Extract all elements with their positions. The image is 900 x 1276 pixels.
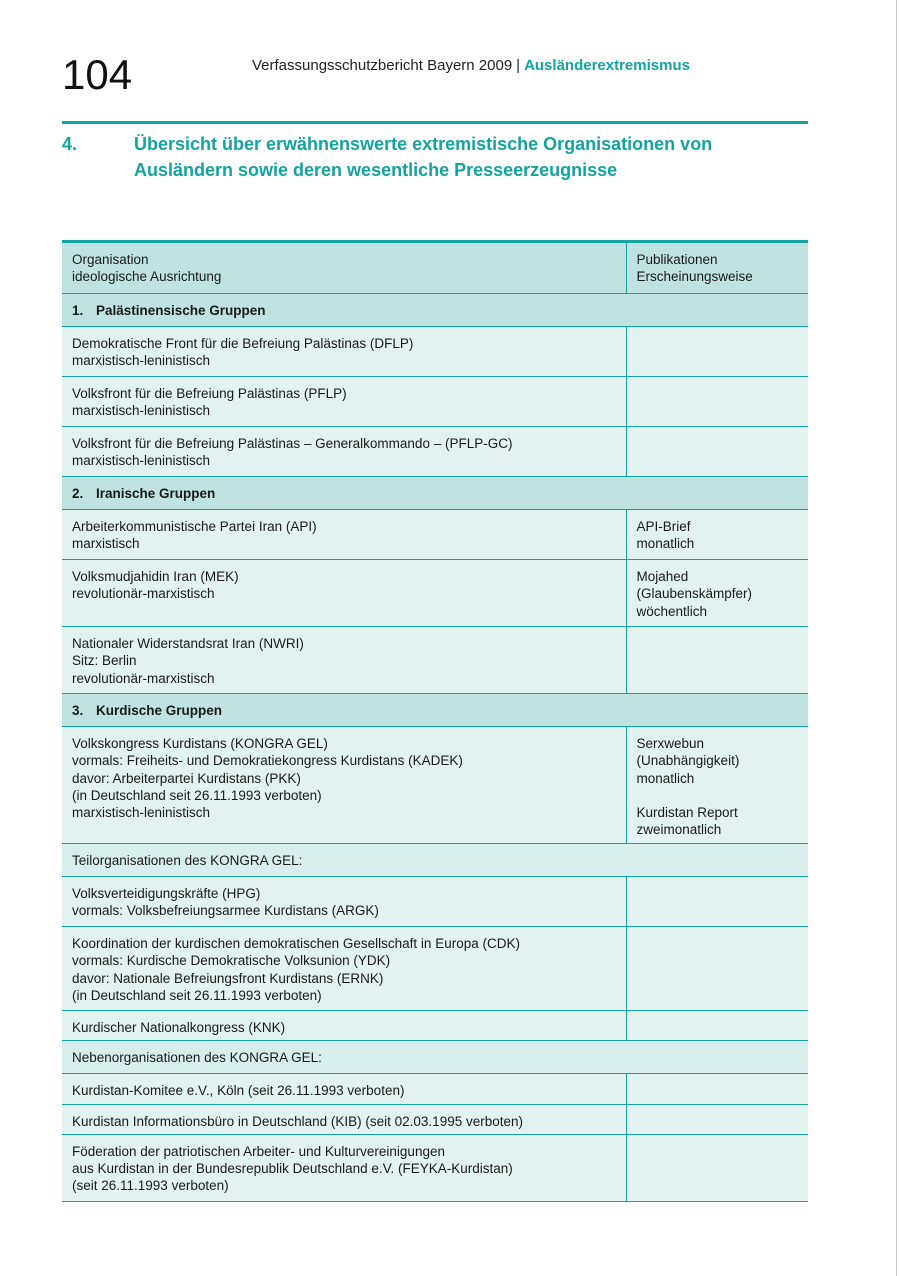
org-line: vormals: Freiheits- und Demokratiekongress Kurdistans (KADEK) — [72, 753, 463, 769]
publication-cell — [626, 927, 808, 1011]
org-line: Nationaler Widerstandsrat Iran (NWRI) — [72, 636, 304, 651]
organisation-cell — [62, 727, 626, 844]
publication-cell — [626, 427, 808, 477]
subheading-cell: Nebenorganisationen des KONGRA GEL: — [62, 1041, 808, 1074]
section-number: 1. — [72, 303, 84, 318]
table-row — [62, 427, 808, 477]
section-title: Kurdische Gruppen — [96, 703, 223, 718]
chapter-title: Übersicht über erwähnenswerte extremistische Organisationen von Ausländern sowie deren wesentliche Presseerzeugnisse — [134, 134, 713, 180]
subheading-row — [62, 844, 808, 877]
publication-cell — [626, 727, 808, 844]
organizations-table — [62, 240, 808, 1202]
section-title: Palästinensische Gruppen — [96, 303, 266, 318]
publication-cell — [626, 627, 808, 694]
header-line: ideologische Ausrichtung — [72, 269, 222, 285]
org-line: vormals: Volksbefreiungsarmee Kurdistans (ARGK) — [72, 903, 379, 919]
organisation-cell — [62, 877, 626, 927]
section-heading — [62, 694, 808, 727]
section-row — [62, 294, 808, 327]
org-line: (in Deutschland seit 26.11.1993 verboten) — [72, 787, 322, 803]
org-line: Kurdistan Informationsbüro in Deutschland (KIB) (seit 02.03.1995 verboten) — [72, 1113, 523, 1129]
header-organisation — [62, 242, 626, 294]
pub-line: Kurdistan Report — [636, 804, 738, 820]
org-line: vormals: Kurdische Demokratische Volksunion (YDK) — [72, 953, 391, 969]
org-line: (in Deutschland seit 26.11.1993 verboten) — [72, 987, 322, 1003]
organisation-cell — [62, 560, 626, 627]
pub-line: Serxwebun — [636, 736, 705, 751]
header-publikationen — [626, 242, 808, 294]
org-line: marxistisch — [72, 536, 140, 552]
table-row — [62, 1104, 808, 1134]
publication-cell — [626, 1104, 808, 1134]
section-number: 2. — [72, 486, 84, 501]
publication-cell — [626, 1134, 808, 1201]
title-rule — [62, 121, 808, 124]
table-row — [62, 1134, 808, 1201]
table-row — [62, 510, 808, 560]
table-header-row — [62, 242, 808, 294]
table-row — [62, 1074, 808, 1104]
page-number: 104 — [62, 51, 133, 98]
subheading-row — [62, 1041, 808, 1074]
org-line: Volksfront für die Befreiung Palästinas (PFLP) — [72, 386, 347, 401]
org-line: revolutionär-marxistisch — [72, 670, 215, 686]
organisation-cell — [62, 377, 626, 427]
publication-cell — [626, 560, 808, 627]
org-line: Föderation der patriotischen Arbeiter- und Kulturvereinigungen — [72, 1143, 445, 1159]
publication-cell — [626, 377, 808, 427]
organisation-cell — [62, 1011, 626, 1041]
table-row — [62, 627, 808, 694]
table-row — [62, 927, 808, 1011]
org-line: davor: Arbeiterpartei Kurdistans (PKK) — [72, 770, 301, 786]
publication-cell — [626, 1011, 808, 1041]
table-row — [62, 1011, 808, 1041]
org-line: marxistisch-leninistisch — [72, 453, 211, 469]
pub-line: zweimonatlich — [636, 822, 722, 838]
org-line: Volkskongress Kurdistans (KONGRA GEL) — [72, 736, 328, 751]
pub-line: monatlich — [636, 770, 695, 786]
org-line: marxistisch-leninistisch — [72, 403, 211, 419]
section-title: Iranische Gruppen — [96, 486, 216, 501]
section-number: 3. — [72, 703, 84, 718]
table-row — [62, 560, 808, 627]
organisation-cell — [62, 927, 626, 1011]
organisation-cell — [62, 510, 626, 560]
subheading-cell: Teilorganisationen des KONGRA GEL: — [62, 844, 808, 877]
publication-cell — [626, 877, 808, 927]
organisation-cell — [62, 327, 626, 377]
header-title: Verfassungsschutzbericht Bayern 2009 — [252, 57, 513, 74]
org-line: Volksmudjahidin Iran (MEK) — [72, 569, 239, 584]
section-heading — [62, 477, 808, 510]
org-line: Kurdistan-Komitee e.V., Köln (seit 26.11.1993 verboten) — [72, 1083, 405, 1099]
org-line: marxistisch-leninistisch — [72, 353, 211, 369]
pub-line: monatlich — [636, 536, 695, 552]
org-line: Arbeiterkommunistische Partei Iran (API) — [72, 519, 317, 534]
pub-line: (Glaubenskämpfer) — [636, 586, 753, 602]
table-row — [62, 727, 808, 844]
organisation-cell — [62, 1104, 626, 1134]
org-line: Sitz: Berlin — [72, 653, 137, 669]
organisation-cell — [62, 427, 626, 477]
table-row — [62, 877, 808, 927]
pub-line: API-Brief — [636, 519, 691, 534]
header-line: Erscheinungsweise — [636, 269, 753, 285]
organisation-cell — [62, 1134, 626, 1201]
table-row — [62, 327, 808, 377]
page-edge-rule — [896, 0, 897, 1276]
pub-line: Mojahed — [636, 569, 689, 584]
publication-cell — [626, 510, 808, 560]
org-line: (seit 26.11.1993 verboten) — [72, 1178, 229, 1194]
org-line: Koordination der kurdischen demokratischen Gesellschaft in Europa (CDK) — [72, 936, 520, 951]
table-row — [62, 377, 808, 427]
chapter-number: 4. — [62, 134, 78, 154]
section-row — [62, 694, 808, 727]
section-row — [62, 477, 808, 510]
pub-line: (Unabhängigkeit) — [636, 753, 740, 769]
organisation-cell — [62, 1074, 626, 1104]
org-line: Volksfront für die Befreiung Palästinas – Generalkommando – (PFLP-GC) — [72, 436, 513, 451]
publication-cell — [626, 1074, 808, 1104]
org-line: Volksverteidigungskräfte (HPG) — [72, 886, 261, 901]
header-separator: | — [516, 57, 521, 74]
organisation-cell — [62, 627, 626, 694]
org-line: davor: Nationale Befreiungsfront Kurdistans (ERNK) — [72, 970, 384, 986]
org-line: revolutionär-marxistisch — [72, 586, 215, 602]
org-line: Kurdischer Nationalkongress (KNK) — [72, 1020, 286, 1035]
running-header — [252, 57, 690, 75]
org-line: Demokratische Front für die Befreiung Palästinas (DFLP) — [72, 336, 414, 351]
section-heading — [62, 294, 808, 327]
publication-cell — [626, 327, 808, 377]
header-line: Publikationen — [636, 252, 718, 267]
header-section-name: Ausländerextremismus — [524, 57, 690, 74]
org-line: marxistisch-leninistisch — [72, 805, 211, 821]
pub-line: wöchentlich — [636, 603, 708, 619]
header-line: Organisation — [72, 252, 149, 267]
org-line: aus Kurdistan in der Bundesrepublik Deutschland e.V. (FEYKA-Kurdistan) — [72, 1161, 513, 1177]
